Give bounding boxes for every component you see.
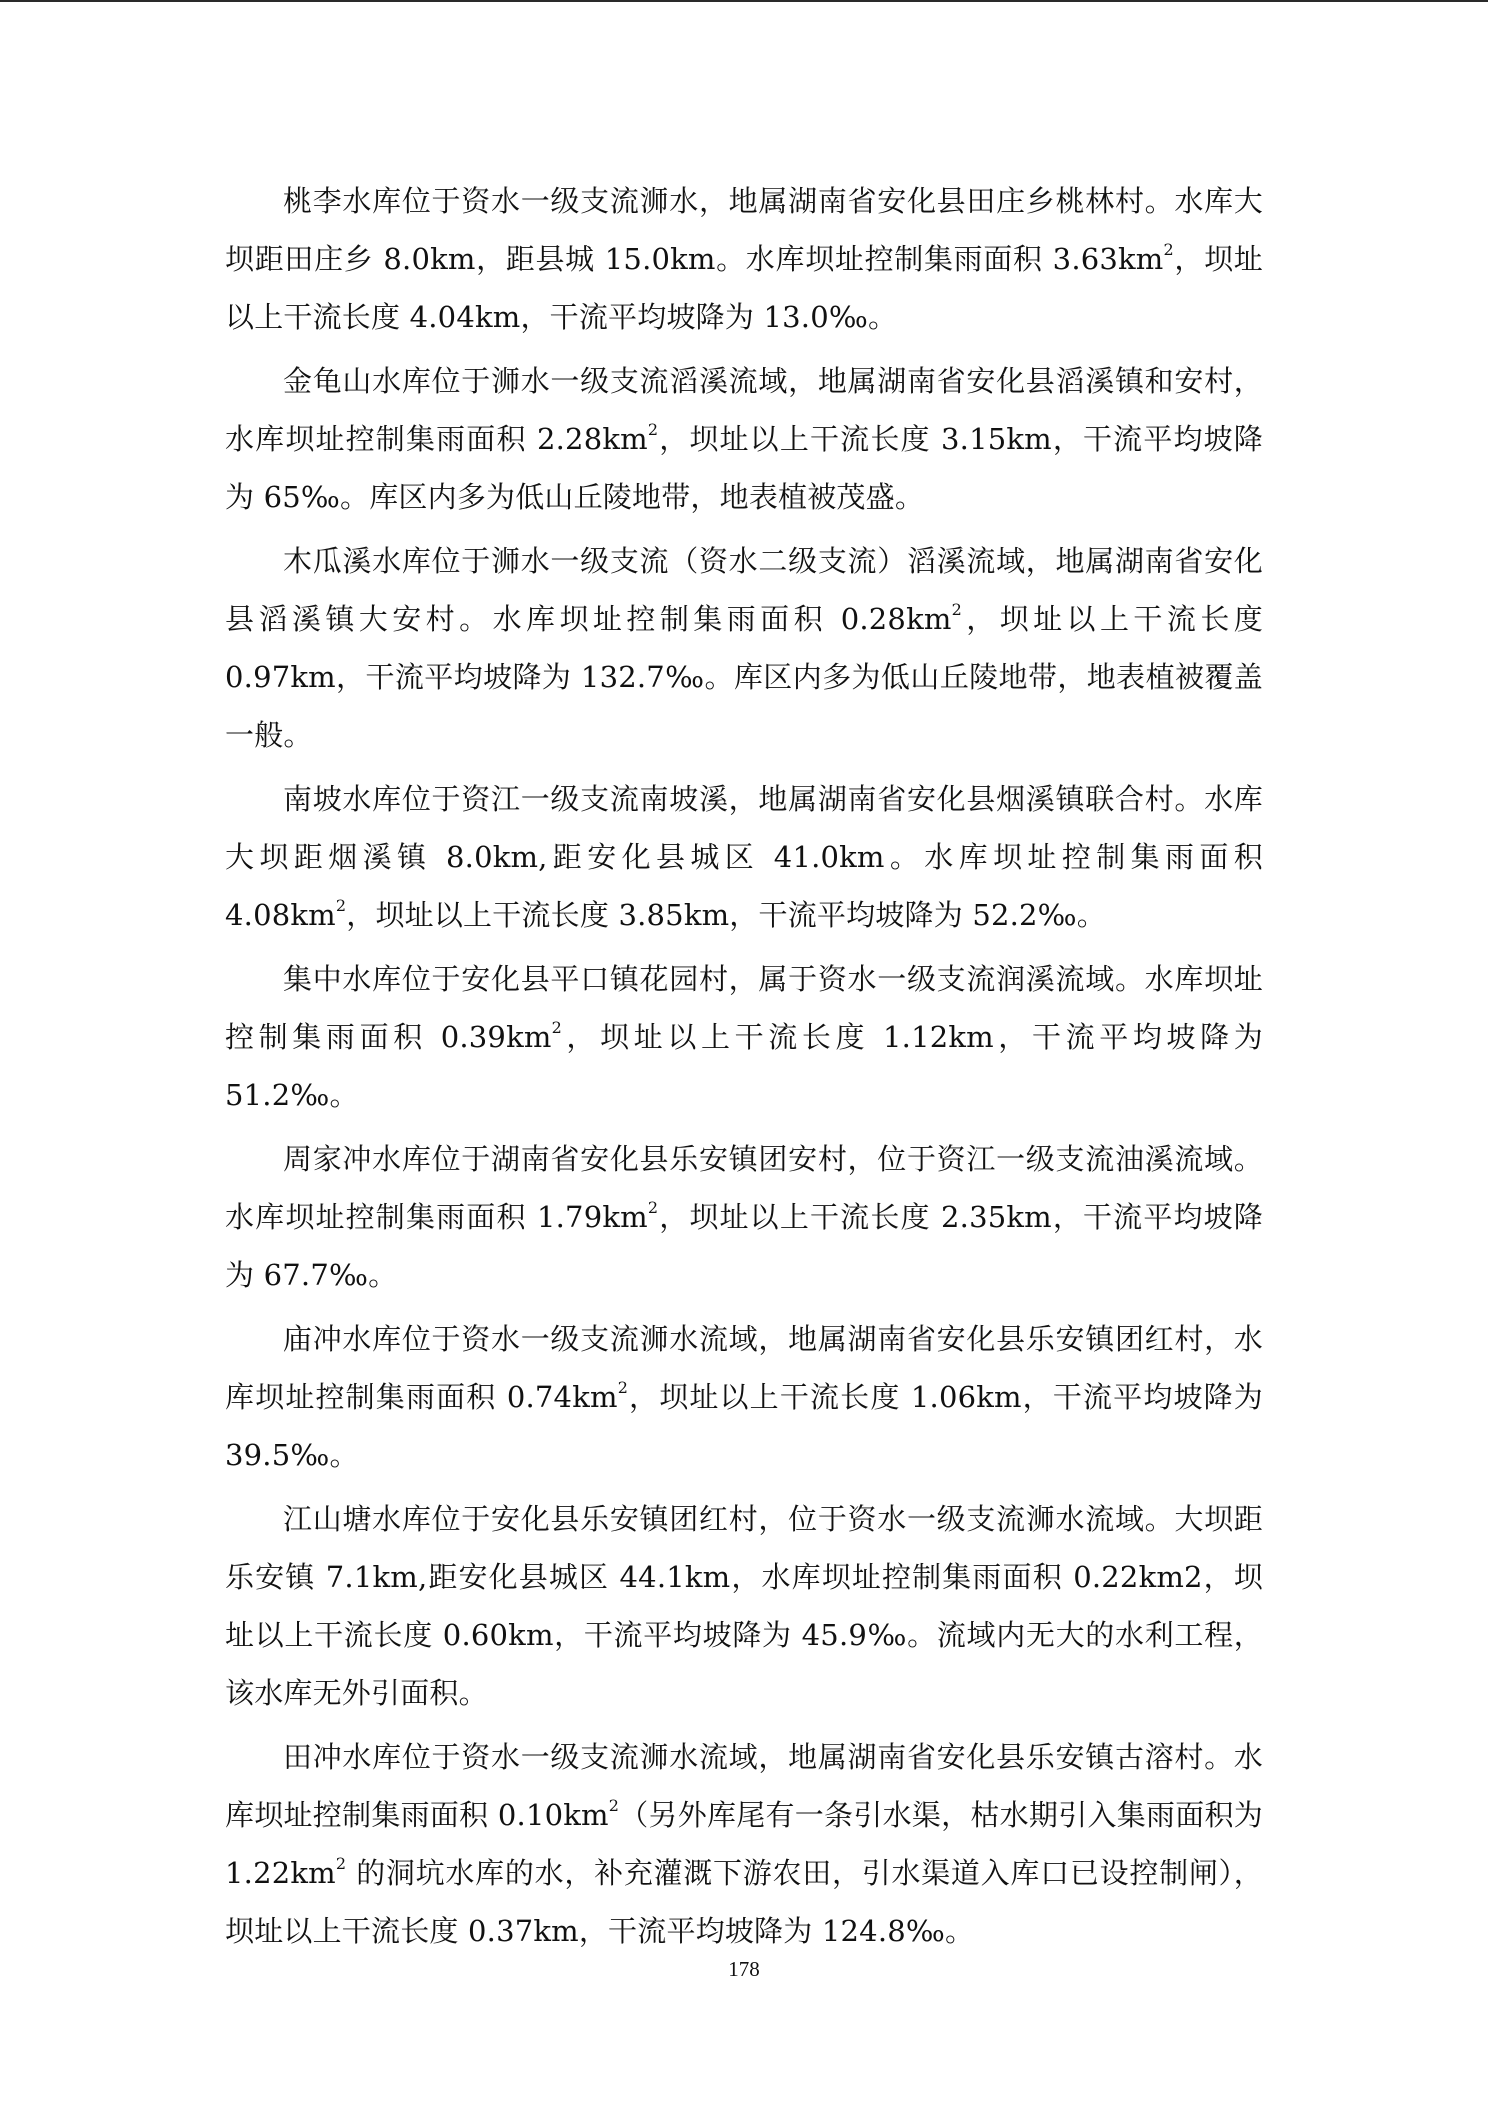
paragraph-text: 的洞坑水库的水，补充灌溉下游农田，引水渠道入库口已设控制闸），坝址以上干流长度 0.37km，干流平均坡降为 124.8‰。 [225,1856,1263,1948]
page-number: 178 [728,1957,760,1981]
paragraph-text: 江山塘水库位于安化县乐安镇团红村，位于资水一级支流浉水流域。大坝距乐安镇 7.1km,距安化县城区 44.1km，水库坝址控制集雨面积 0.22km2，坝址以上干流长度 0.60km，干流平均坡降为 45.9‰。流域内无大的水利工程，该水库无外引面积。 [225,1502,1263,1710]
paragraph-muguaxi [225,532,1263,764]
paragraph-text: 集中水库位于安化县平口镇花园村，属于资水一级支流润溪流域。水库坝址控制集雨面积 0.39km [225,962,1263,1054]
paragraph-text: ，坝址以上干流长度 0.97km，干流平均坡降为 132.7‰。库区内多为低山丘陵地带，地表植被覆盖一般。 [225,602,1263,752]
paragraph-text: ，坝址以上干流长度 2.35km，干流平均坡降为 67.7‰。 [225,1200,1263,1292]
paragraph-text: （另外库尾有一条引水渠，枯水期引入集雨面积为 1.22km [225,1798,1263,1890]
document-body [225,172,1263,1966]
paragraph-nanpo [225,770,1263,944]
paragraph-text: ，坝址以上干流长度 3.85km，干流平均坡降为 52.2‰。 [346,898,1106,932]
paragraph-zhoujiachong [225,1130,1263,1304]
paragraph-text: 木瓜溪水库位于浉水一级支流（资水二级支流）滔溪流域，地属湖南省安化县滔溪镇大安村。水库坝址控制集雨面积 0.28km [225,544,1263,636]
paragraph-text: 周家冲水库位于湖南省安化县乐安镇团安村，位于资江一级支流油溪流域。水库坝址控制集雨面积 1.79km [225,1142,1263,1234]
superscript: 2 [647,420,659,439]
superscript: 2 [951,600,962,619]
paragraph-text: 金龟山水库位于浉水一级支流滔溪流域，地属湖南省安化县滔溪镇和安村，水库坝址控制集雨面积 2.28km [225,364,1263,456]
paragraph-text: 田冲水库位于资水一级支流浉水流域，地属湖南省安化县乐安镇古溶村。水库坝址控制集雨面积 0.10km [225,1740,1263,1832]
superscript: 2 [551,1018,562,1037]
superscript: 2 [335,896,347,915]
paragraph-taoli [225,172,1263,346]
paragraph-text: 庙冲水库位于资水一级支流浉水流域，地属湖南省安化县乐安镇团红村，水库坝址控制集雨面积 0.74km [225,1322,1263,1414]
page-top-border [0,0,1488,2]
paragraph-text: 桃李水库位于资水一级支流浉水，地属湖南省安化县田庄乡桃林村。水库大坝距田庄乡 8.0km，距县城 15.0km。水库坝址控制集雨面积 3.63km [225,184,1263,276]
superscript: 2 [647,1198,659,1217]
paragraph-jizhong [225,950,1263,1124]
paragraph-tianchong [225,1728,1263,1960]
superscript: 2 [335,1854,347,1873]
superscript: 2 [608,1796,620,1815]
paragraph-jiangshantang [225,1490,1263,1722]
paragraph-text: ，坝址以上干流长度 1.06km，干流平均坡降为 39.5‰。 [225,1380,1264,1472]
superscript: 2 [617,1378,629,1397]
paragraph-text: ，坝址以上干流长度 1.12km，干流平均坡降为 51.2‰。 [225,1020,1263,1112]
paragraph-text: 南坡水库位于资江一级支流南坡溪，地属湖南省安化县烟溪镇联合村。水库大坝距烟溪镇 8.0km,距安化县城区 41.0km。水库坝址控制集雨面积 4.08km [225,782,1263,932]
paragraph-jinguishan [225,352,1263,526]
paragraph-text: ，坝址以上干流长度 4.04km，干流平均坡降为 13.0‰。 [225,242,1263,334]
paragraph-text: ，坝址以上干流长度 3.15km，干流平均坡降为 65‰。库区内多为低山丘陵地带，地表植被茂盛。 [225,422,1263,514]
paragraph-miaochong [225,1310,1263,1484]
superscript: 2 [1163,240,1174,259]
